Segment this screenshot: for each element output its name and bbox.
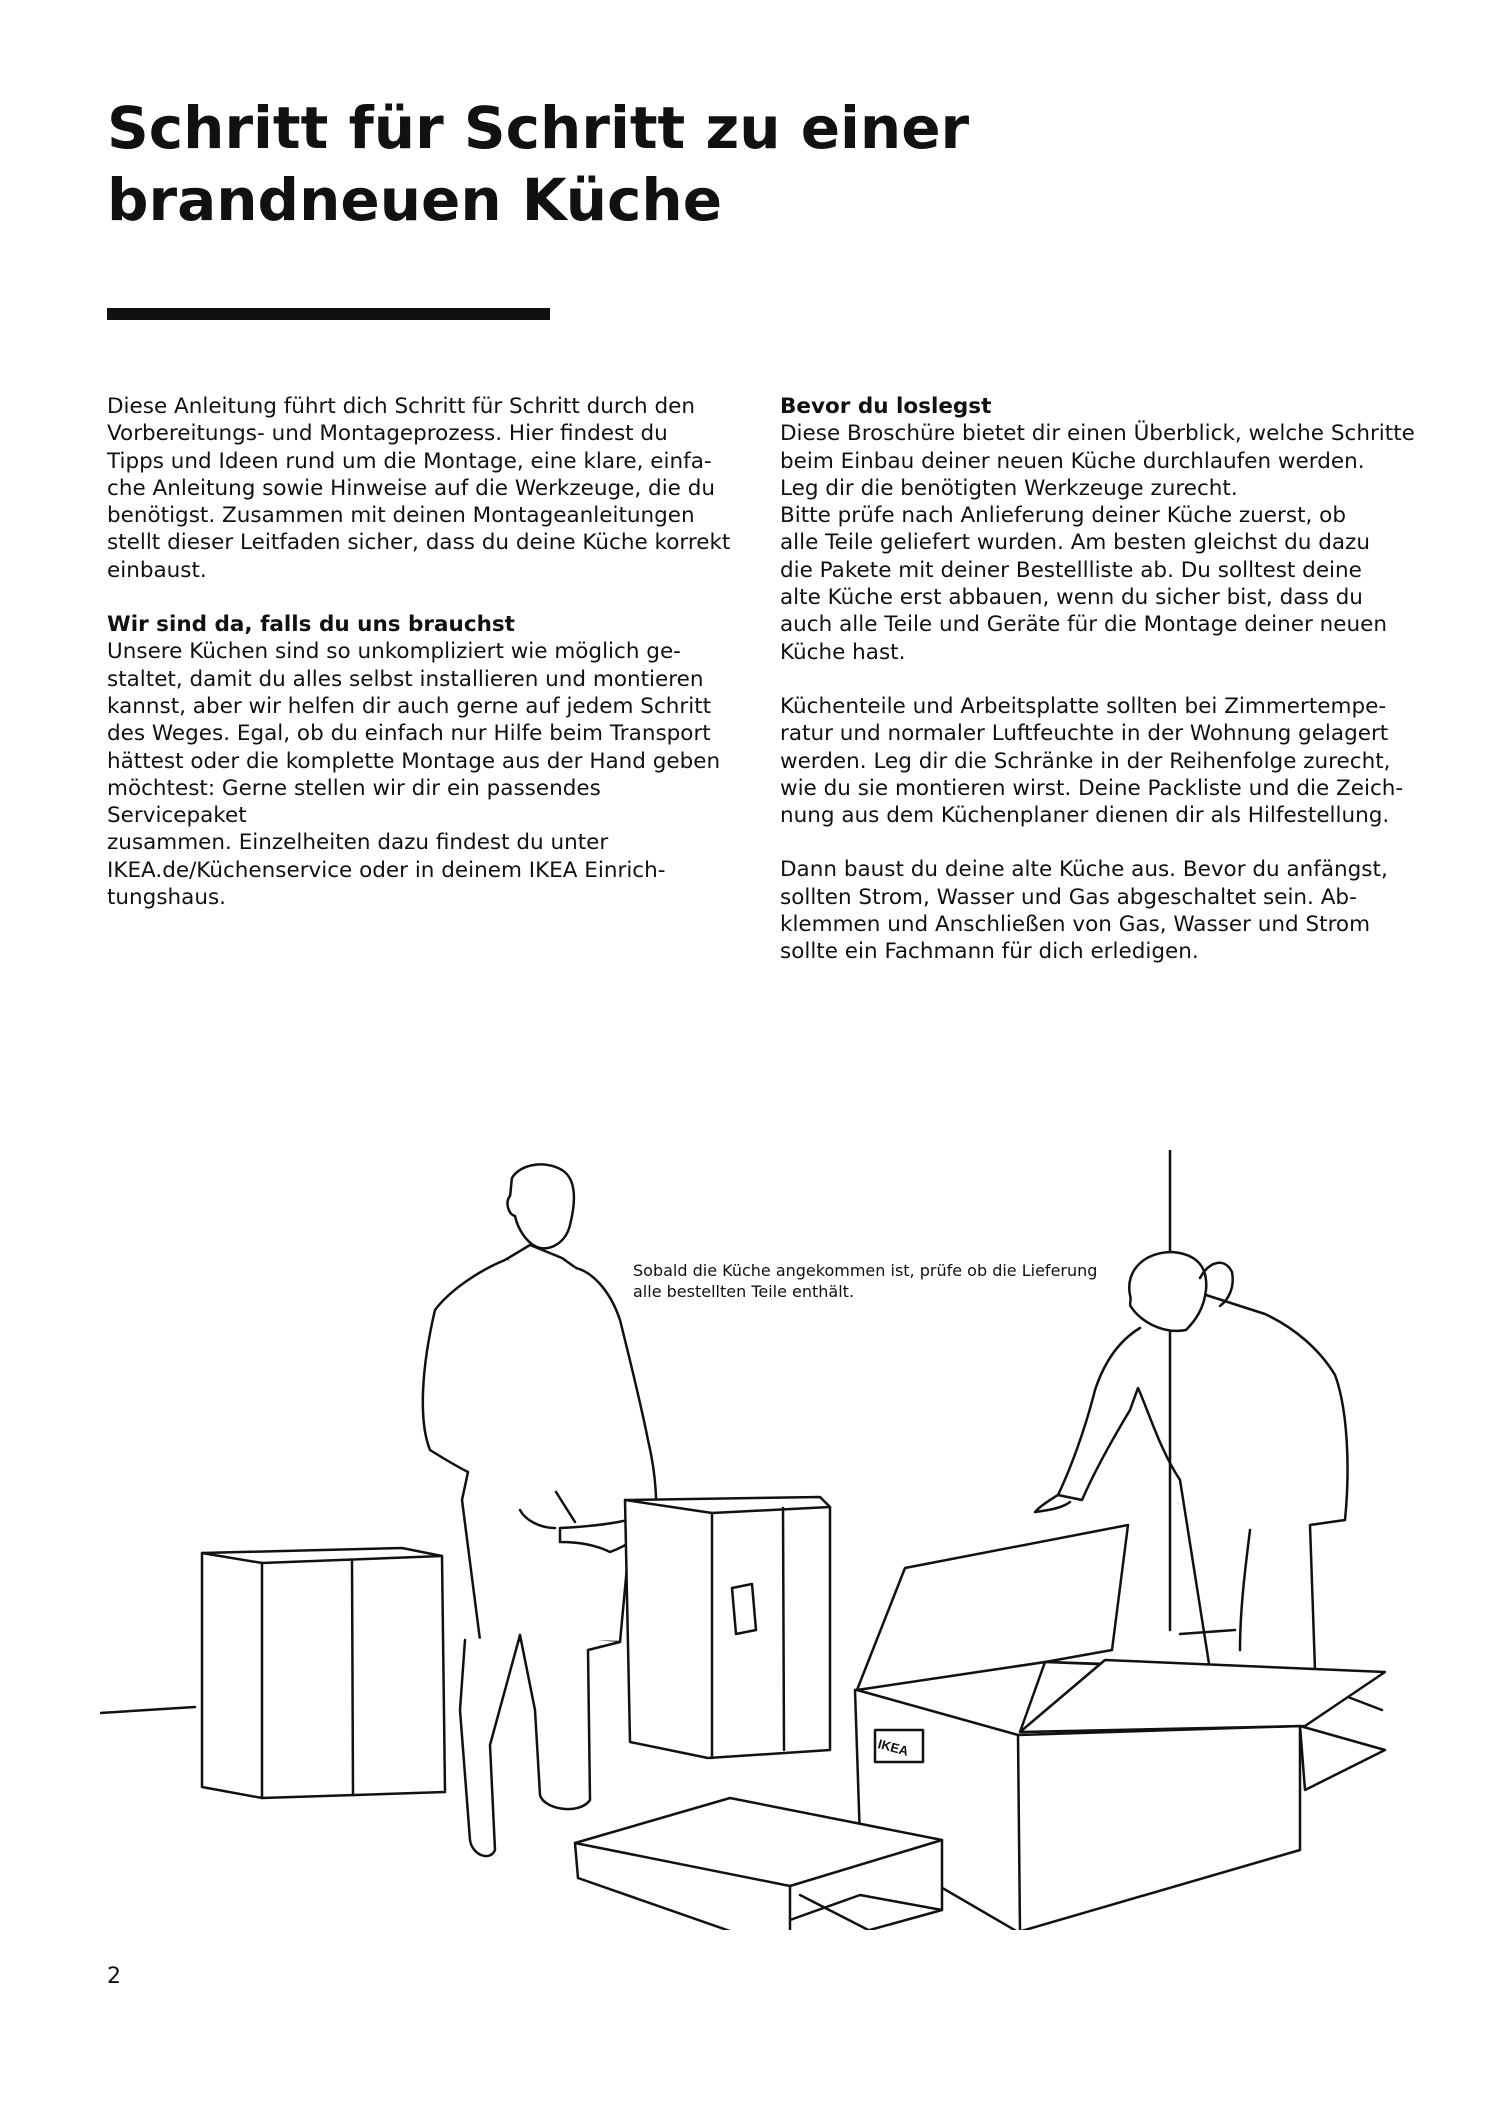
support-paragraph: Unsere Küchen sind so unkompliziert wie möglich ge- staltet, damit du alles selbst installieren und montieren kannst, aber wir helfen dir auch gerne auf jedem Schritt des Weges. Egal, ob du einfach nur Hilfe beim Transport hättest oder die komplette Montage aus der Hand geben möchtest: Gerne stellen wir dir ein passendes Servicepaket zusammen. Einzelheiten dazu findest du unter IKEA.de/Küchenservice oder in deinem IKEA Einrich- tungshaus.	[107, 639, 721, 911]
ikea-box-logo: IKEA	[876, 1736, 911, 1759]
right-column	[780, 393, 1420, 966]
support-heading: Wir sind da, falls du uns brauchst	[107, 612, 515, 638]
page-number: 2	[107, 1964, 121, 1989]
before-start-paragraph-3: Dann baust du deine alte Küche aus. Bevor du anfängst, sollten Strom, Wasser und Gas abgeschaltet sein. Ab- klemmen und Anschließen von Gas, Wasser und Strom sollte ein Fachmann für dich erledigen.	[780, 857, 1388, 965]
paragraph-gap	[780, 666, 1420, 693]
before-start-heading: Bevor du loslegst	[780, 394, 992, 419]
middle-tall-box	[625, 1497, 830, 1758]
illustration-caption: Sobald die Küche angekommen ist, prüfe ob die Lieferung alle bestellten Teile enthält.	[633, 1261, 1098, 1301]
page-title	[107, 92, 1107, 236]
before-start-paragraph-2: Küchenteile und Arbeitsplatte sollten bei Zimmertempe- ratur und normaler Luftfeuchte in der Wohnung gelagert werden. Leg dir die Schränke in der Reihenfolge zurecht, wie du sie montieren wirst. Deine Packliste und die Zeich- nung aus dem Küchenplaner dienen dir als Hilfestellung.	[780, 693, 1404, 829]
intro-paragraph: Diese Anleitung führt dich Schritt für Schritt durch den Vorbereitungs- und Montageprozess. Hier findest du Tipps und Ideen rund um die Montage, eine klare, einfa- che Anleitung sowie Hinweise auf die Werkzeuge, die du benötigst. Zusammen mit deinen Montageanleitungen stellt dieser Leitfaden sicher, dass du deine Küche korrekt einbaust.	[107, 394, 731, 583]
title-underline-rule	[107, 308, 550, 320]
title-line-1: Schritt für Schritt zu einer	[107, 94, 970, 162]
left-cabinet-box	[202, 1548, 445, 1798]
title-line-2: brandneuen Küche	[107, 166, 723, 234]
left-column	[107, 393, 747, 911]
paragraph-gap	[107, 584, 747, 611]
before-start-paragraph-1: Diese Broschüre bietet dir einen Überblick, welche Schritte beim Einbau deiner neuen Küche durchlaufen werden. Leg dir die benötigten Werkzeuge zurecht. Bitte prüfe nach Anlieferung deiner Küche zuerst, ob alle Teile geliefert wurden. Am besten gleichst du dazu die Pakete mit deiner Bestellliste ab. Du solltest deine alte Küche erst abbauen, wenn du sicher bist, dass du auch alle Teile und Geräte für die Montage deiner neuen Küche hast.	[780, 421, 1415, 665]
paragraph-gap	[780, 829, 1420, 856]
